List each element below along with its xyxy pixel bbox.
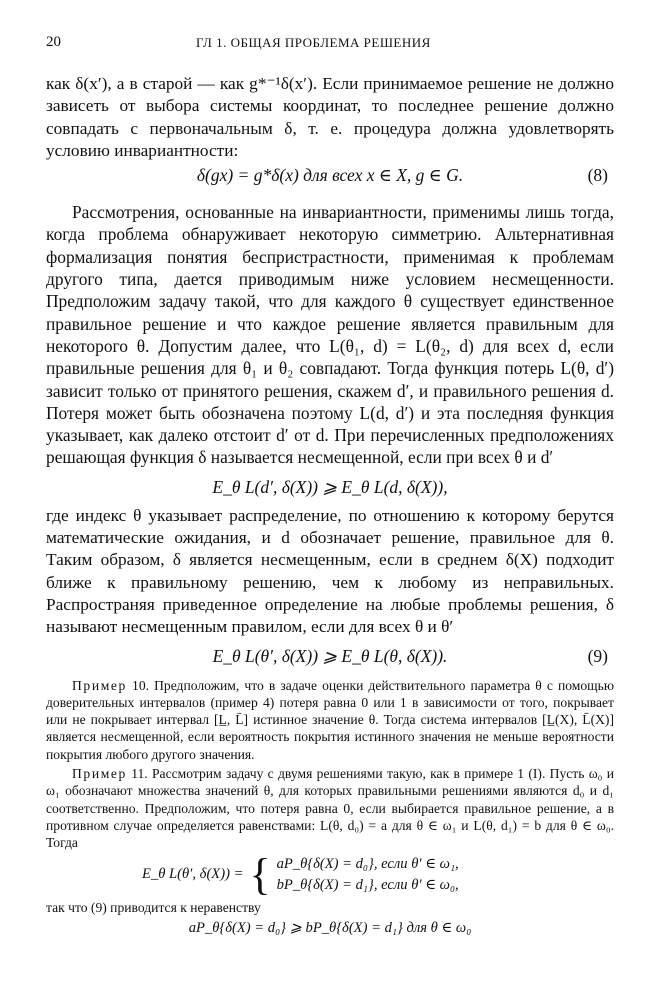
- running-title: ГЛ 1. ОБЩАЯ ПРОБЛЕМА РЕШЕНИЯ: [196, 35, 431, 50]
- example-10-label: Пример: [72, 677, 127, 693]
- example-11-text: 11. Рассмотрим задачу с двумя решениями такую, как в примере 1 (I). Пусть ω₀ и ω₁ обозначают множества значений θ, для которых правильными решениями являются d₀ и d₁ соответственно. Предположим, что потеря равна 0, если выбирается правильное решение, а в противном случае определяется равенствами: L(θ, d₀) = a для θ ∈ ω₁ и L(θ, d₁) = b для θ ∈ ω₀. Тогда: [46, 766, 614, 851]
- equation-8: [46, 164, 614, 186]
- loss-cases-formula: [142, 849, 614, 899]
- left-brace: {: [249, 849, 271, 899]
- equation-unbiased-formula: E_θ L(d′, δ(X)) ⩾ E_θ L(d, δ(X)),: [212, 476, 448, 497]
- case-row-1: aP_θ{δ(X) = d₀}, если θ′ ∈ ω₁,: [276, 855, 459, 872]
- example-10: [46, 677, 614, 763]
- final-inequality-formula: aP_θ{δ(X) = d₀} ⩾ bP_θ{δ(X) = d₁} для θ ∈ ω₀: [188, 919, 472, 936]
- case-row-2: bP_θ{δ(X) = d₁}, если θ′ ∈ ω₀,: [276, 876, 459, 893]
- example-11: [46, 765, 614, 851]
- equation-9: [46, 645, 614, 667]
- final-inequality: [46, 918, 614, 938]
- equation-9-label: (9): [587, 645, 608, 666]
- equation-8-formula: δ(gx) = g*δ(x) для всех x ∈ X, g ∈ G.: [196, 165, 464, 186]
- paragraph-definition: где индекс θ указывает распределение, по отношению к которому берутся математические ожидания, и d обозначает решение, правильное для θ. Таким образом, δ является несмещенным, если в среднем δ(X) подходит ближе к правильному решению, чем к любому из неправильных. Распространяя приведенное определение на любые проблемы решения, δ называют несмещенным правилом, если для всех θ и θ′: [46, 505, 614, 637]
- paragraph-invariance: как δ(x′), а в старой — как g*⁻¹δ(x′). Если принимаемое решение не должно зависеть от выбора системы координат, то последнее решение должно совпадать с первоначальным δ, т. е. процедура должна удовлетворять условию инвариантности:: [46, 74, 614, 160]
- cases-lhs: E_θ L(θ′, δ(X)) =: [142, 866, 244, 882]
- page-body: [46, 73, 614, 938]
- example-11-label: Пример: [72, 766, 127, 782]
- page-header: [46, 34, 614, 56]
- equation-unbiased: [46, 476, 614, 498]
- equation-8-label: (8): [587, 165, 608, 186]
- equation-9-formula: E_θ L(θ′, δ(X)) ⩾ E_θ L(θ, δ(X)).: [212, 645, 448, 666]
- reduces-text: так что (9) приводится к неравенству: [46, 899, 261, 915]
- paragraph-unbiasedness: Рассмотрения, основанные на инвариантности, применимы лишь тогда, когда проблема обнаруживает некоторую симметрию. Альтернативная формализация понятия беспристрастности, применимая к проблемам другого типа, дается приводимым ниже условием несмещенности. Предположим задачу такой, что для каждого θ существует единственное правильное решение и что каждое решение является правильным для некоторого θ. Допустим далее, что L(θ₁, d) = L(θ₂, d) для всех d, если правильные решения для θ₁ и θ₂ совпадают. Тогда функция потерь L(θ, d′) зависит только от принятого решения, скажем d′, и правильного решения d. Потеря может быть обозначена поэтому L(d, d′) и эта последняя функция указывает, как далеко отстоит d′ от d. При перечисленных предположениях решающая функция δ называется несмещенной, если при всех θ и d′: [46, 202, 614, 468]
- page-number: 20: [46, 34, 61, 50]
- example-10-text: 10. Предположим, что в задаче оценки действительного параметра θ с помощью доверительных интервалов (пример 4) потеря равна 0 или 1 в зависимости от того, покрывает или не покрывает интервал [L̲, L̄] истинное значение θ. Тогда система интервалов [L̲(X), L̄(X)] является несмещенной, если вероятность покрытия истинного значения не меньше вероятности покрытия любого другого значения.: [46, 677, 614, 762]
- cases-rows: [277, 854, 459, 896]
